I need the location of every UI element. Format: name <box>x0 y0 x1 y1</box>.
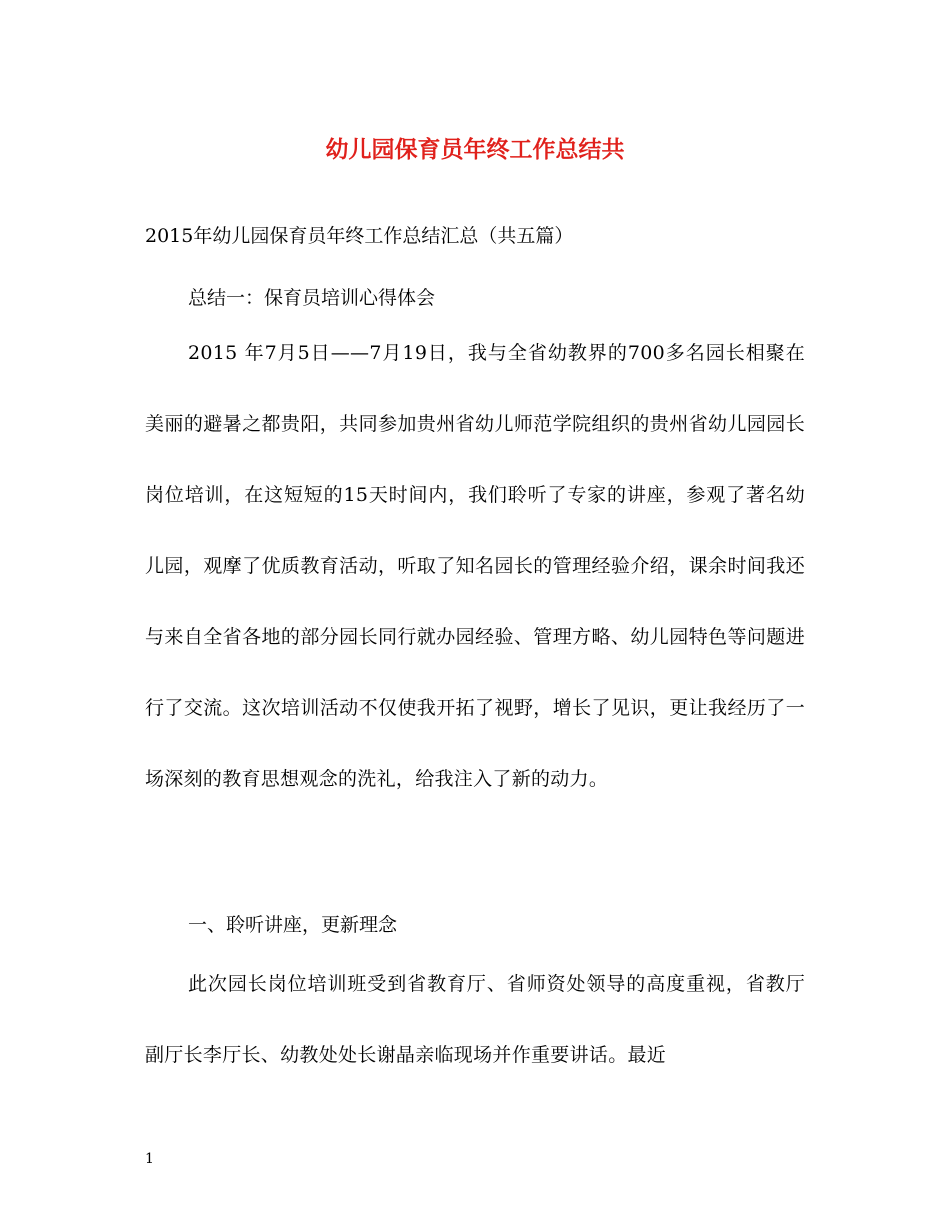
subheading-lectures: 一、聆听讲座，更新理念 <box>188 914 398 936</box>
body-paragraph-2: 此次园长岗位培训班受到省教育厅、省师资处领导的高度重视，省教厅副厅长李厅长、幼教处处长谢晶亲临现场并作重要讲话。最近 <box>145 973 805 1066</box>
body-paragraph-1: 2015 年7月5日——7月19日，我与全省幼教界的700多名园长相聚在美丽的避暑之都贵阳，共同参加贵州省幼儿师范学院组织的贵州省幼儿园园长岗位培训，在这短短的15天时间内，我们聆听了专家的讲座，参观了著名幼儿园，观摩了优质教育活动，听取了知名园长的管理经验介绍，课余时间我还与来自全省各地的部分园长同行就办园经验、管理方略、幼儿园特色等问题进行了交流。这次培训活动不仅使我开拓了视野，增长了见识，更让我经历了一场深刻的教育思想观念的洗礼，给我注入了新的动力。 <box>145 342 805 790</box>
section-heading-summary-one: 总结一：保育员培训心得体会 <box>188 287 436 309</box>
document-title: 幼儿园保育员年终工作总结共 <box>325 136 625 163</box>
page-number: 1 <box>145 1151 154 1167</box>
document-subtitle: 2015年幼儿园保育员年终工作总结汇总（共五篇） <box>145 225 574 247</box>
